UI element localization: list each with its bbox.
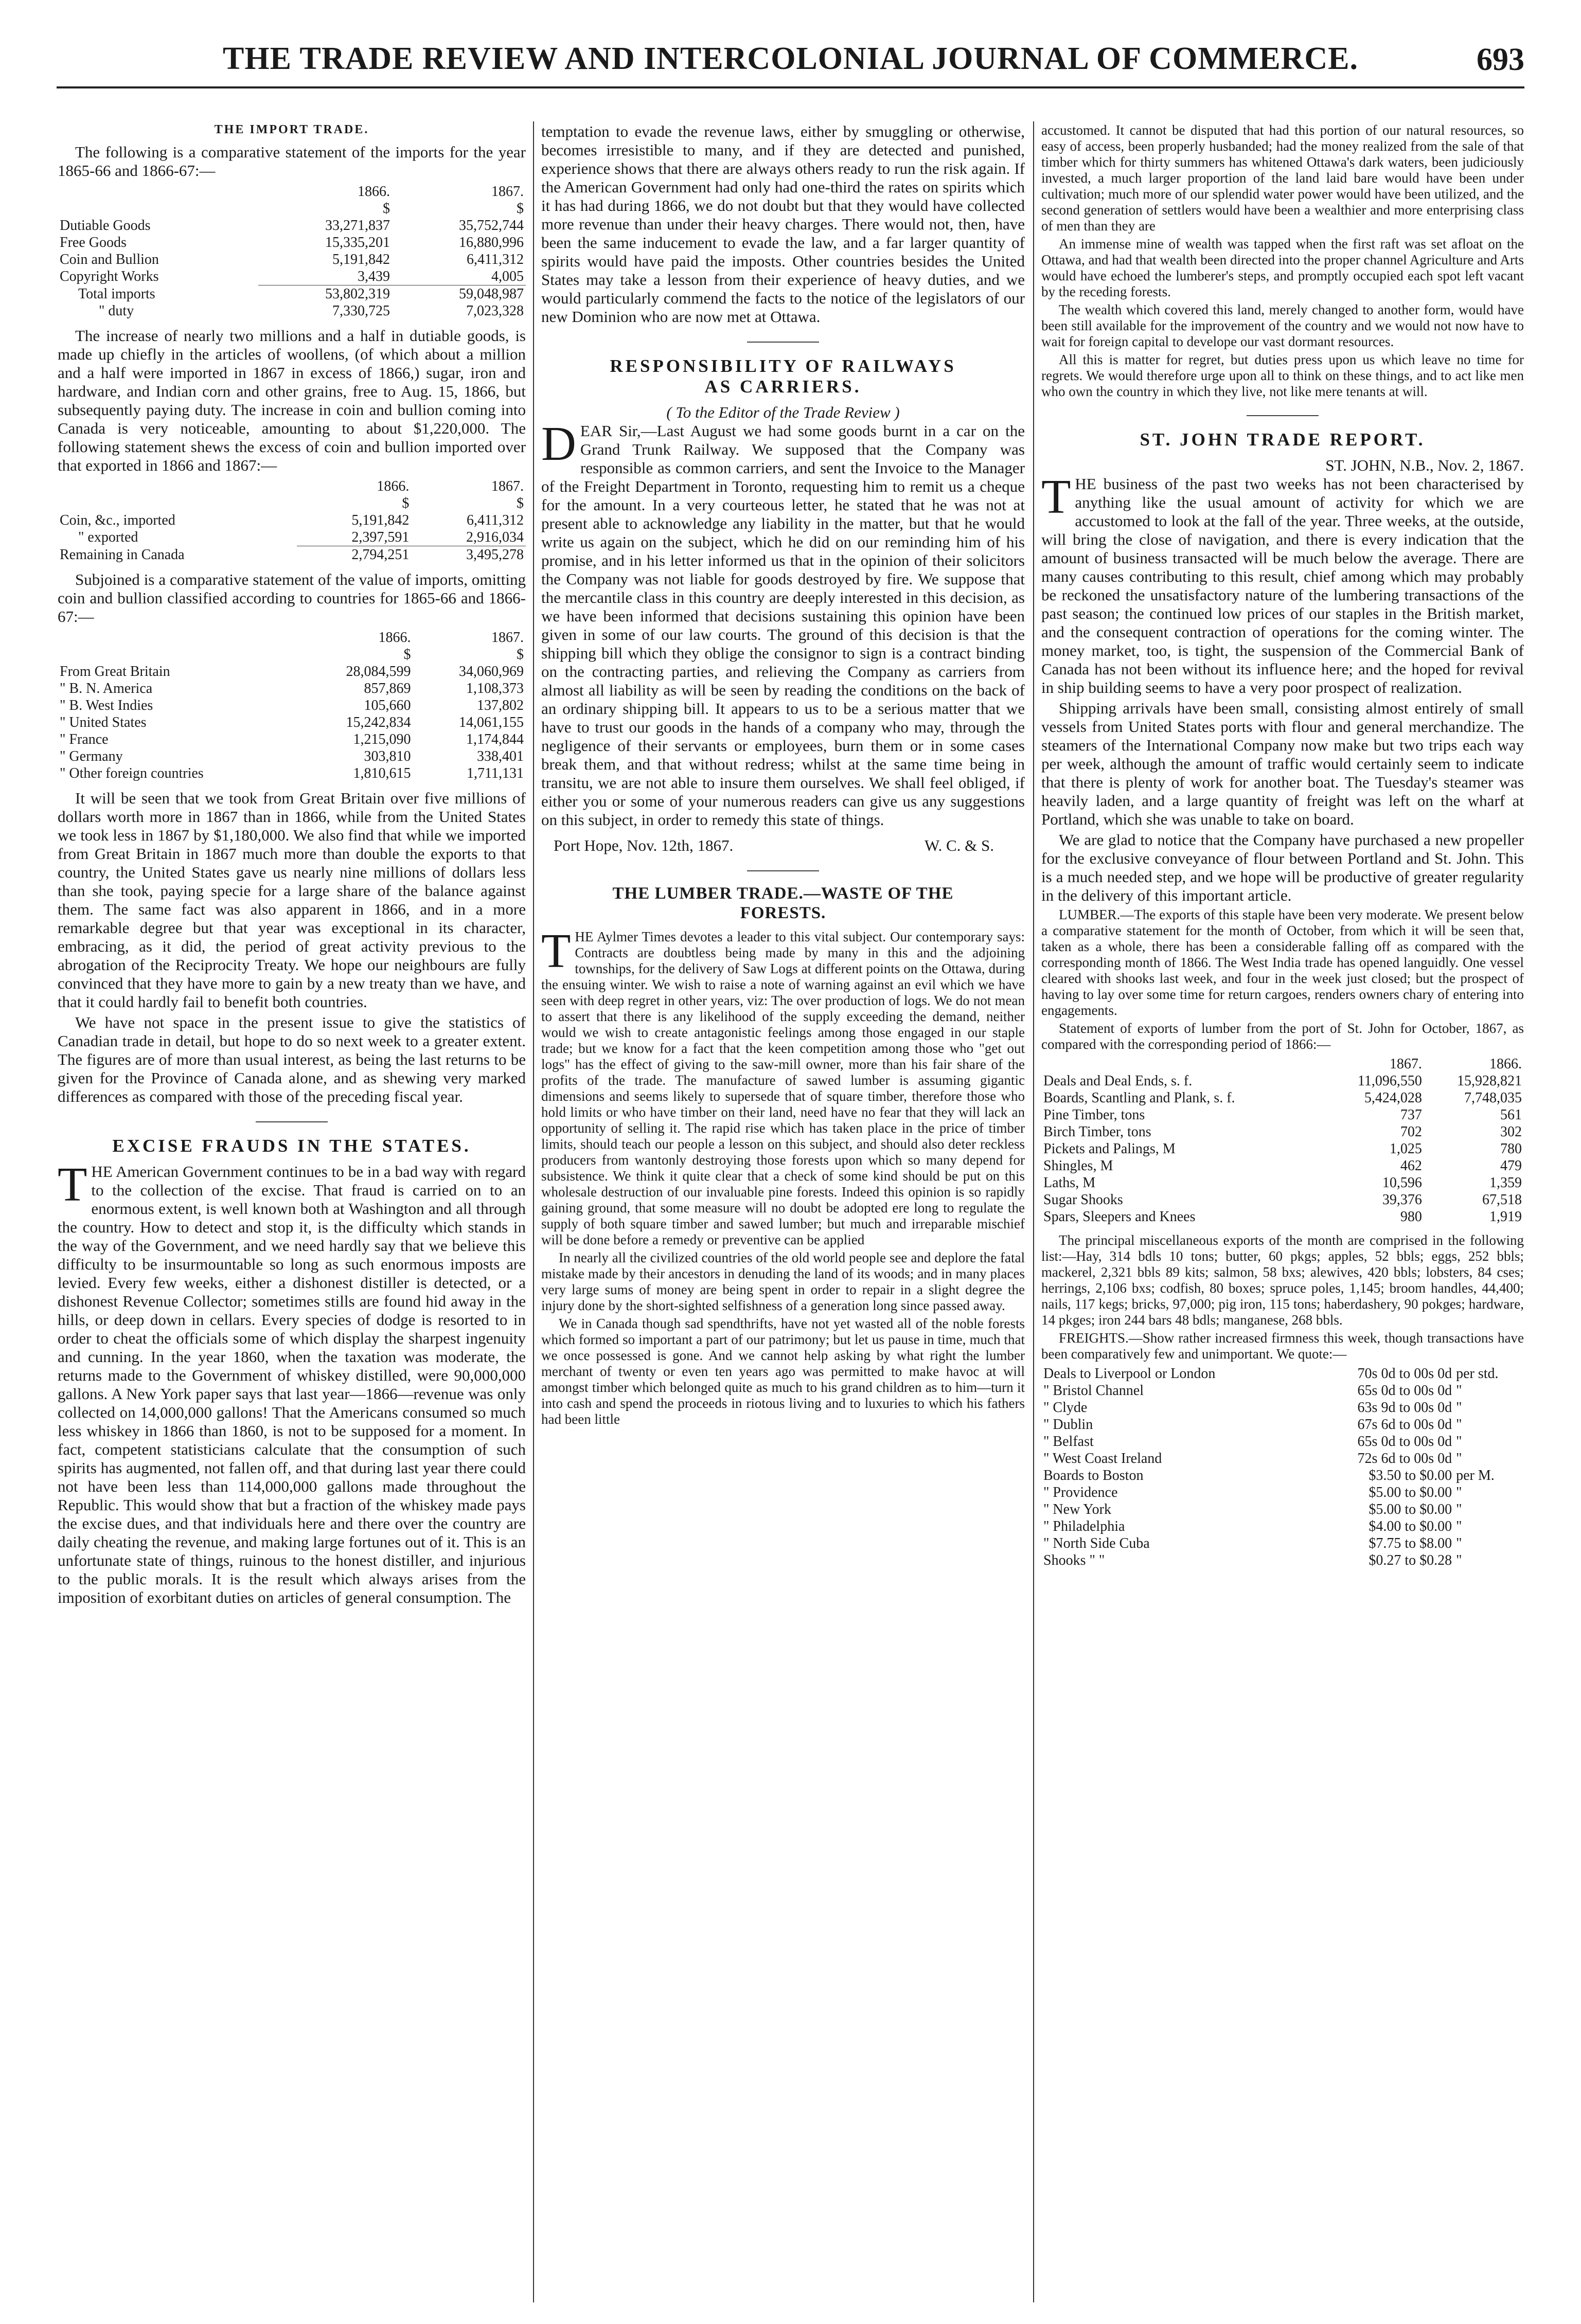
table-row: " Clyde 63s 9d to 00s 0d " — [1043, 1400, 1462, 1416]
table-row: Shooks " " $0.27 to $0.28 " — [1043, 1552, 1462, 1568]
table-row: Boards, Scantling and Plank, s. f. 5,424,028 7,748,035 — [1043, 1090, 1522, 1106]
table-row: Copyright Works 3,439 4,005 — [60, 269, 524, 285]
letter-place-date: Port Hope, Nov. 12th, 1867. — [554, 836, 734, 854]
year-header: 1867. — [491, 630, 524, 646]
table-row: Spars, Sleepers and Knees 980 1,919 — [1043, 1209, 1522, 1225]
year-header: 1867. — [1389, 1056, 1422, 1072]
freights-label: FREIGHTS. — [1059, 1330, 1129, 1346]
coin-table — [58, 478, 526, 563]
unit-header: $ — [517, 201, 524, 217]
excise-paragraph: THE American Government continues to be in a bad way with regard to the collection of the excise. That fraud is carried on to an enormous extent, is well known both at Washington and all through the country. How to detect and stop it, is the difficulty which stands in the way of the Government, and we need hardly say that we believe this difficulty to be insurmountable so long as such enormous imposts are levied. Every few weeks, either a dishonest distiller is detected, or a dishonest Revenue Collector; sometimes stills are found hid away in the hills, or deep down in cellars. Every species of dodge is resorted to in order to cheat the officials some of which display the sharpest ingenuity and cunning. In the year 1860, when the taxation was moderate, the returns made to the Government of whiskey distilled, were 90,000,000 gallons. A New York paper says that last year—1866—revenue was only collected on 14,000,000 gallons! That the Americans consumed so much less whiskey in 1866 than 1860, is not to be supposed for a moment. In fact, competent statisticians calculate that the consumption of such spirits has augmented, not fallen off, and that during last year there could not have been less than 114,000,000 gallons made throughout the Republic. This would show that but a fraction of the whiskey made pays the excise dues, and that individuals here and there over the country are daily cheating the revenue, and making large fortunes out of it. This is an unfortunate state of things, ruinous to the honest distiller, and injurious to the public morals. It is the result which always arises from the imposition of exorbitant duties on articles of general consumption. The — [58, 1158, 526, 1606]
table-row: " duty 7,330,725 7,023,328 — [99, 303, 524, 319]
table-row: Shingles, M 462 479 — [1043, 1158, 1522, 1174]
lumber-paragraph: In nearly all the civilized countries of the old world people see and deplore the fatal mistake made by their ancestors in denuding the land of its woods; and in many places very large sums of money are being spent in order to repair in a slight degree the injury done by the short-sighted selfishness of a generation long since passed away. — [541, 1250, 1025, 1313]
section-divider — [256, 1121, 328, 1122]
import-intro: The following is a comparative statement of the imports for the year 1865-66 and 1866-67:— — [58, 143, 526, 180]
lumber-paragraph: We in Canada though sad spendthrifts, have not yet wasted all of the noble forests which formed so important a part of our patrimony; but let us pause in time, much that we once possessed is gone. And we cannot help asking by what right the lumber merchant of twenty or even ten years ago was permitted to make havoc at will amongst timber which belonged quite as much to his grand children as to him—turn it into cash and spend the proceeds in riotous living and to luxuries to which his fathers had been little — [541, 1316, 1025, 1427]
lumber-exports-table — [1041, 1056, 1524, 1225]
page-number: 693 — [1477, 42, 1524, 77]
table-row: " B. West Indies 105,660 137,802 — [60, 698, 524, 713]
import-paragraph: We have not space in the present issue to give the statistics of Canadian trade in detail, but hope to do so next week to a greater extent. The figures are of more than usual interest, as being the last returns to be given for the Province of Canada alone, and as shewing very marked differences as compared with those of the preceding fiscal year. — [58, 1013, 526, 1105]
year-header: 1867. — [491, 478, 524, 494]
table-row: " United States 15,242,834 14,061,155 — [60, 714, 524, 730]
table-row: Birch Timber, tons 702 302 — [1043, 1124, 1522, 1140]
year-header: 1866. — [377, 478, 410, 494]
masthead — [57, 40, 1524, 88]
lumber-heading: THE LUMBER TRADE.—WASTE OF THE — [612, 884, 954, 903]
table-row: " Other foreign countries 1,810,615 1,711,131 — [60, 765, 524, 781]
import-paragraph: Subjoined is a comparative statement of the value of imports, omitting coin and bullion classified according to countries for 1865-66 and 1866-67:— — [58, 570, 526, 625]
lumber-label: LUMBER. — [1059, 907, 1121, 922]
drop-cap: T — [58, 1158, 87, 1211]
table-row: " North Side Cuba $7.75 to $8.00 " — [1043, 1535, 1462, 1551]
excise-heading: EXCISE FRAUDS IN THE STATES. — [112, 1136, 471, 1156]
column-divider — [1033, 121, 1034, 2302]
st-john-freights-paragraph: FREIGHTS.—Show rather increased firmness this week, though transactions have been comparatively few and unimportant. We quote:— — [1041, 1330, 1524, 1362]
table-row: Pickets and Palings, M 1,025 780 — [1043, 1141, 1522, 1157]
excise-paragraph-continued: temptation to evade the revenue laws, either by smuggling or otherwise, becomes irresistible to many, and if they are detected and punished, experience shows that there are always others ready to run the risk again. If the American Government had only had one-third the rates on spirits which it has had during 1866, we do not doubt but that they would have collected more revenue than under their heavy charges. There would not, then, have been the same inducement to evade the law, and a far larger quantity of spirits would have paid the imposts. Other countries besides the United States may take a lesson from their experience of heavy duties, and we would particularly commend the facts to the notice of the legislators of our new Dominion who are now met at Ottawa. — [541, 122, 1025, 326]
letter-signature: W. C. & S. — [925, 836, 994, 854]
table-row: " West Coast Ireland 72s 6d to 00s 0d " — [1043, 1451, 1462, 1467]
import-trade-heading: THE IMPORT TRADE. — [214, 123, 369, 136]
column-divider — [533, 121, 534, 2302]
lumber-paragraph: The wealth which covered this land, merely changed to another form, would have been still available for the improvement of the country and we would not now have to wait for foreign capital to develope our vast dormant resources. — [1041, 302, 1524, 349]
lumber-paragraph-continued: accustomed. It cannot be disputed that had this portion of our natural resources, so easy of access, been properly husbanded; had the money realized from the sale of that timber which for thirty summers has whitened Ottawa's dark waters, been judiciously invested, a much larger proportion of the land laid bare would have been under cultivation; much more of our splendid water power would have been utilized, and the second generation of settlers would have been a wealthier and more enterprising class of men than they are — [1041, 122, 1524, 234]
column-1 — [58, 122, 526, 2303]
table-row: Dutiable Goods 33,271,837 35,752,744 — [60, 218, 524, 234]
st-john-heading: ST. JOHN TRADE REPORT. — [1140, 430, 1426, 450]
year-header: 1866. — [1489, 1056, 1522, 1072]
railways-heading: RESPONSIBILITY OF RAILWAYS — [610, 356, 956, 376]
drop-cap: D — [541, 417, 576, 471]
drop-cap: T — [1041, 470, 1071, 524]
table-row: " B. N. America 857,869 1,108,373 — [60, 681, 524, 696]
year-header: 1866. — [378, 630, 411, 646]
page-title: THE TRADE REVIEW AND INTERCOLONIAL JOURNAL OF COMMERCE. — [223, 41, 1358, 76]
table-row: From Great Britain 28,084,599 34,060,969 — [60, 664, 524, 680]
unit-header: $ — [402, 495, 410, 511]
st-john-paragraph: Statement of exports of lumber from the port of St. John for October, 1867, as compared with the corresponding period of 1866:— — [1041, 1021, 1524, 1052]
unit-header: $ — [517, 647, 524, 663]
st-john-lumber-paragraph: LUMBER.—The exports of this staple have been very moderate. We present below a comparative statement for the month of October, from which it will be seen that, taken as a whole, there has been a considerable falling off as compared with the corresponding month of 1866. The West India trade has opened languidly. One vessel cleared with shooks last week, and four in the week just closed; but the prospect of having to lay over some time for return cargoes, renders owners chary of entering into engagements. — [1041, 907, 1524, 1018]
table-row: Free Goods 15,335,201 16,880,996 — [60, 235, 524, 251]
st-john-paragraph: Shipping arrivals have been small, consisting almost entirely of small vessels from United States ports with flour and general merchandize. The steamers of the International Company now make but two trips each way per week, although the amount of traffic would certainly seem to indicate that there is plenty of work for another boat. The Tuesday's steamer was heavily laden, and a large quantity of freight was left on the wharf at Portland, which she was unable to take on board. — [1041, 699, 1524, 828]
st-john-paragraph: The principal miscellaneous exports of the month are comprised in the following list:—Hay, 314 bdls 10 tons; butter, 60 pkgs; apples, 52 bbls; eggs, 252 bbls; mackerel, 2,321 bbls 89 kits; salmon, 58 bxs; alewives, 420 bbls; lobsters, 84 cses; herrings, 2,106 bxs; codfish, 80 boxes; spruce poles, 1,145; broom handles, 44,400; nails, 117 kegs; bricks, 97,000; pig iron, 115 tons; haberdashery, 90 pokges; hardware, 14 pkges; iron 244 bars 48 bdls; manganese, 268 bbls. — [1041, 1232, 1524, 1328]
freights-table — [1041, 1365, 1524, 1569]
table-row: " New York $5.00 to $0.00 " — [1043, 1501, 1462, 1517]
table-row: " Providence $5.00 to $0.00 " — [1043, 1485, 1462, 1500]
countries-table — [58, 629, 526, 782]
lumber-paragraph: All this is matter for regret, but duties press upon us which leave no time for regrets. We would therefore urge upon all to think on these things, and to act like men who own the country in which they live, not like mere tenants at will. — [1041, 352, 1524, 399]
year-header: 1866. — [357, 184, 390, 200]
letter-signoff — [541, 831, 1025, 855]
table-row: " France 1,215,090 1,174,844 — [60, 731, 524, 747]
year-header: 1867. — [491, 184, 524, 200]
table-row: Remaining in Canada 2,794,251 3,495,278 — [58, 546, 526, 564]
section-divider — [747, 870, 819, 871]
table-row: Laths, M 10,596 1,359 — [1043, 1175, 1522, 1191]
table-row: " Germany 303,810 338,401 — [60, 748, 524, 764]
table-row: " exported 2,397,591 2,916,034 — [78, 529, 524, 546]
unit-header: $ — [403, 647, 411, 663]
table-row: Pine Timber, tons 737 561 — [1043, 1107, 1522, 1123]
railways-letter: DEAR Sir,—Last August we had some goods burnt in a car on the Grand Trunk Railway. We supposed that the Company was responsible as common carriers, and sent the Invoice to the Manager of the Freight Department in Toronto, requesting him to remit us a cheque for the amount. In a very courteous letter, he stated that he was not at present able to acknowledge any liability in the matter, but that he would write us again on the subject, which he did on our reminding him of his promise, and in his letter informed us that in the opinion of their solicitors the Company was not liable for goods destroyed by fire. We suppose that the mercantile class in this country are deeply interested in this decision, as we have been informed that decisions sustaining this opinion have been given in some of our law courts. The ground of this decision is that the shipping bill which they oblige the consignor to sign is a contract binding on the contracting parties, and relieving the Company as carriers from almost all liability as will be seen by reading the conditions on the back of an ordinary shipping bill. It appears to us to be a serious matter that we have to trust our goods in the hands of a company who may, through the negligence of their servants or employees, burn them or in some cases break them, and that without redress; whilst at the same time being in transitu, we are not able to insure them ourselves. We shall feel obliged, if either you or some of your numerous readers can give us any suggestions on this subject, in order to remedy this state of things. — [541, 417, 1025, 829]
drop-cap: T — [541, 924, 571, 978]
st-john-paragraph: THE business of the past two weeks has not been characterised by anything like the usual amount of activity for which we are accustomed to look at the fall of the year. Three weeks, at the outside, will bring the close of navigation, and there is every indication that the amount of business transacted will be much below the average. There are many causes contributing to this result, chief among which may probably be reckoned the unsatisfactory nature of the lumbering transactions of the past season; the continued low prices of our staples in the British market, and the consequent contraction of operations for the coming winter. The money market, too, is tight, the suspension of the Commercial Bank of Canada has not been without its influence here; and the hoped for revival in ship building seems to have a very poor prospect of realization. — [1041, 470, 1524, 696]
table-row: " Belfast 65s 0d to 00s 0d " — [1043, 1434, 1462, 1450]
column-3 — [1041, 122, 1524, 2303]
unit-header: $ — [517, 495, 524, 511]
column-2 — [541, 122, 1025, 2303]
import-paragraph: The increase of nearly two millions and a half in dutiable goods, is made up chiefly in the articles of woollens, (of which about a million and a half were imported in 1867 in excess of 1866,) sugar, iron and hardware, and Indian corn and other grains, free to Aug. 15, 1866, but subsequently paying duty. The increase in coin and bullion coming into Canada is very noticeable, amounting to about $1,220,000. The following statement shews the excess of coin and bullion imported over that exported in 1866 and 1867:— — [58, 327, 526, 474]
section-divider — [1247, 415, 1319, 416]
st-john-paragraph: We are glad to notice that the Company have purchased a new propeller for the exclusive conveyance of flour between Portland and St. John. This is a much needed step, and we hope will be productive of greater regularity in the delivery of this important article. — [1041, 831, 1524, 904]
table-row: Deals to Liverpool or London 70s 0d to 00s 0d per std. — [1043, 1366, 1499, 1382]
table-row: Sugar Shooks 39,376 67,518 — [1043, 1192, 1522, 1208]
unit-header: $ — [382, 201, 390, 217]
table-row: Deals and Deal Ends, s. f. 11,096,550 15,928,821 — [1043, 1073, 1522, 1089]
table-row: Coin and Bullion 5,191,842 6,411,312 — [60, 252, 524, 267]
railways-heading-line2: AS CARRIERS. — [704, 377, 862, 397]
lumber-paragraph: THE Aylmer Times devotes a leader to this vital subject. Our contemporary says: Contracts are doubtless being made by many in this and the adjoining townships, for the delivery of Saw Logs at different points on the Ottawa, during the ensuing winter. We wish to raise a note of warning against an evil which we have seen with deep regret in other years, viz: The over production of logs. We do not mean to assert that there is any likelihood of the supply exceeding the demand, neither would we wish to create antagonistic feelings among those engaged in our staple trade; but we know for a fact that the keen competition among those who "get out logs" has the effect of giving to the saw-mill owner, more than his fair share of the profits of the trade. The manufacture of sawed lumber is assuming gigantic dimensions and seems likely to supersede that of square timber, therefore those who hold limits or who have timber on their land, need have no fear that they will lack an opportunity of selling it. The rapid rise which has taken place in the price of timber limits, should teach our people a lesson on this subject, and should also deter reckless producers from wantonly destroying those forests upon which so many depend for subsistence. We think it quite clear that a check of some kind should be put on this wholesale destruction of our invaluable pine forests. Indeed this opinion is so rapidly gaining ground, that some measure will no doubt be adopted ere long to regulate the supply of both square timber and sawed lumber; but much and irreparable mischief will be done before a remedy or preventive can be applied — [541, 924, 1025, 1247]
table-row: " Dublin 67s 6d to 00s 0d " — [1043, 1417, 1462, 1433]
table-row: Boards to Boston $3.50 to $0.00 per M. — [1043, 1468, 1495, 1483]
lumber-paragraph: An immense mine of wealth was tapped when the first raft was set afloat on the Ottawa, and had that wealth been directed into the proper channel Agriculture and Arts would have echoed the lumberer's steps, and promptly occupied each spot left vacant by the receding forests. — [1041, 236, 1524, 299]
table-row: Coin, &c., imported 5,191,842 6,411,312 — [60, 512, 524, 528]
railways-subhead: ( To the Editor of the Trade Review ) — [666, 403, 900, 421]
st-john-dateline: ST. JOHN, N.B., Nov. 2, 1867. — [1325, 456, 1524, 474]
table-row: Total imports 53,802,319 59,048,987 — [58, 285, 526, 303]
section-divider — [747, 342, 819, 343]
import-paragraph: It will be seen that we took from Great Britain over five millions of dollars worth more in 1867 than in 1866, while from the United States we took less in 1867 by $1,180,000. We also find that while we imported from Great Britain in 1867 much more than double the exports to that country, the United States gave us nearly nine millions of dollars less than she took, paying specie for a large share of the balance against them. The same fact was also apparent in 1866, and in a more remarkable degree but that year was exceptional in its character, embracing, as it did, the period of great activity previous to the abrogation of the Reciprocity Treaty. We hope our neighbours are fully convinced that they have more to gain by a new treaty than we have, and that it could hardly fail to benefit both countries. — [58, 789, 526, 1011]
table-row: " Philadelphia $4.00 to $0.00 " — [1043, 1518, 1462, 1534]
lumber-heading-line2: FORESTS. — [740, 904, 826, 922]
imports-table — [58, 183, 526, 319]
table-row: " Bristol Channel 65s 0d to 00s 0d " — [1043, 1383, 1462, 1399]
